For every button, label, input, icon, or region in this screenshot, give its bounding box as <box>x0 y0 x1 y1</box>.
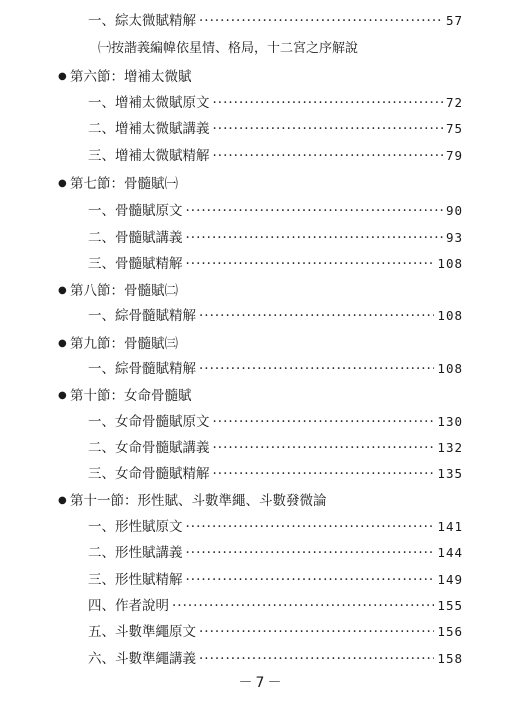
toc-entry <box>0 92 523 114</box>
entry-page-number: 108 <box>437 308 463 323</box>
section-title: 第八節：骨髓賦㈡ <box>70 283 178 299</box>
entry-page-number: 149 <box>437 572 463 587</box>
dot-leader <box>172 595 434 617</box>
toc-entry <box>0 227 523 249</box>
section-title: 第九節：骨髓賦㈢ <box>70 336 178 352</box>
entry-label: 四、作者說明 <box>88 598 169 614</box>
toc-entry <box>0 569 523 591</box>
entry-page-number: 155 <box>437 598 463 613</box>
entry-page-number: 158 <box>437 651 463 666</box>
entry-page-number: 132 <box>437 440 463 455</box>
toc-entry <box>0 200 523 222</box>
dot-leader <box>186 253 435 275</box>
dot-leader <box>186 516 435 538</box>
toc-entry <box>0 305 523 327</box>
section-title: 第十一節：形性賦、斗數準繩、斗數發微論 <box>70 493 327 509</box>
toc-entry-line <box>88 10 463 32</box>
toc-entry-line <box>88 542 463 564</box>
section-title: 第六節：增補太微賦 <box>70 69 192 85</box>
section-title: 第十節：女命骨髓賦 <box>70 388 192 404</box>
toc-entry <box>0 621 523 643</box>
entry-page-number: 130 <box>437 414 463 429</box>
dot-leader <box>186 542 435 564</box>
entry-page-number: 144 <box>437 545 463 560</box>
toc-entry <box>0 516 523 538</box>
toc-entry-line <box>88 253 463 275</box>
page-number: －7－ <box>238 675 285 691</box>
note-text: ㈠按諧義編幃依星情、格局，十二宮之序解說 <box>98 41 359 56</box>
entry-label: 三、女命骨髓賦精解 <box>88 466 210 482</box>
entry-label: 一、綜骨髓賦精解 <box>88 308 196 324</box>
toc-entry-line <box>88 118 463 140</box>
entry-label: 二、增補太微賦講義 <box>88 121 210 137</box>
entry-label: 三、骨髓賦精解 <box>88 256 183 272</box>
bullet-icon: ● <box>58 390 67 401</box>
entry-label: 五、斗數準繩原文 <box>88 624 196 640</box>
entry-page-number: 93 <box>445 230 463 245</box>
entry-label: 一、女命骨髓賦原文 <box>88 414 210 430</box>
toc-entry-line <box>88 595 463 617</box>
dot-leader <box>213 437 435 459</box>
toc-entry <box>0 253 523 275</box>
entry-page-number: 90 <box>445 203 463 218</box>
toc-entry <box>0 358 523 380</box>
bullet-icon: ● <box>58 285 67 296</box>
entry-page-number: 156 <box>437 624 463 639</box>
entry-label: 一、增補太微賦原文 <box>88 95 210 111</box>
toc-entry-line <box>88 463 463 485</box>
toc-entry-line <box>88 648 463 670</box>
toc-entry-line <box>88 145 463 167</box>
toc-entry-line <box>88 227 463 249</box>
bullet-icon: ● <box>58 495 67 506</box>
entry-page-number: 75 <box>445 121 463 136</box>
toc-entry <box>0 10 523 32</box>
bullet-icon: ● <box>58 338 67 349</box>
entry-page-number: 79 <box>445 148 463 163</box>
toc-section-heading <box>0 280 523 302</box>
toc-entry <box>0 542 523 564</box>
entry-page-number: 57 <box>445 13 463 28</box>
dot-leader <box>186 227 443 249</box>
entry-label: 三、增補太微賦精解 <box>88 148 210 164</box>
toc-note <box>0 38 523 60</box>
dot-leader <box>199 305 434 327</box>
bullet-icon: ● <box>58 178 67 189</box>
toc-entry-line <box>88 358 463 380</box>
toc-entry-line <box>88 200 463 222</box>
entry-page-number: 72 <box>445 95 463 110</box>
entry-label: 一、綜太微賦精解 <box>88 13 196 29</box>
toc-section-heading <box>0 333 523 355</box>
dot-leader <box>213 118 443 140</box>
dot-leader <box>199 648 434 670</box>
dot-leader <box>213 92 443 114</box>
entry-page-number: 135 <box>437 466 463 481</box>
entry-label: 一、骨髓賦原文 <box>88 203 183 219</box>
toc-entry-line <box>88 516 463 538</box>
toc-entry-line <box>88 305 463 327</box>
bullet-icon: ● <box>58 71 67 82</box>
section-title: 第七節：骨髓賦㈠ <box>70 176 178 192</box>
toc-entry-line <box>88 621 463 643</box>
toc-entry <box>0 145 523 167</box>
dot-leader <box>186 200 443 222</box>
toc-entry <box>0 648 523 670</box>
toc-section-heading <box>0 490 523 512</box>
toc-section-heading <box>0 173 523 195</box>
dot-leader <box>213 411 435 433</box>
dot-leader <box>213 145 443 167</box>
entry-page-number: 141 <box>437 519 463 534</box>
toc-section-heading <box>0 66 523 88</box>
entry-label: 二、骨髓賦講義 <box>88 230 183 246</box>
toc-section-heading <box>0 385 523 407</box>
entry-label: 二、女命骨髓賦講義 <box>88 440 210 456</box>
toc-entry <box>0 595 523 617</box>
entry-label: 一、形性賦原文 <box>88 519 183 535</box>
entry-label: 六、斗數準繩講義 <box>88 651 196 667</box>
entry-page-number: 108 <box>437 361 463 376</box>
entry-label: 三、形性賦精解 <box>88 572 183 588</box>
toc-entry-line <box>88 411 463 433</box>
dot-leader <box>199 10 443 32</box>
dot-leader <box>186 569 435 591</box>
dot-leader <box>213 463 435 485</box>
entry-label: 二、形性賦講義 <box>88 545 183 561</box>
toc-entry-line <box>88 92 463 114</box>
toc-entry <box>0 463 523 485</box>
entry-label: 一、綜骨髓賦精解 <box>88 361 196 377</box>
toc-entry <box>0 411 523 433</box>
dot-leader <box>199 621 434 643</box>
toc-entry-line <box>88 569 463 591</box>
dot-leader <box>199 358 434 380</box>
entry-page-number: 108 <box>437 256 463 271</box>
toc-entry-line <box>88 437 463 459</box>
toc-entry <box>0 437 523 459</box>
toc-entry <box>0 118 523 140</box>
